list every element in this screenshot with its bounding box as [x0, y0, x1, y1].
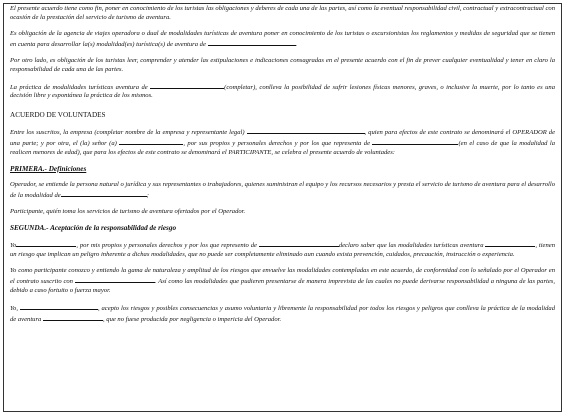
intro-paragraph: El presente acuerdo tiene como fin, poner en conocimiento de los turistas las obligaciones y deberes de cada una de las partes, así como la eventual responsabilidad civil, contractual y extracontractual con ocasión de la prestación del servicio de turismo de aventura.: [10, 5, 555, 21]
tourist-obligation-paragraph: Por otro lado, es obligación de los turistas leer, comprender y atender las estipulaciones e indicaciones consagradas en el presente acuerdo con el fin de prever cualquier eventualidad y tener en claro la responsabilidad de cada una de las partes.: [10, 56, 555, 73]
blank-field[interactable]: [259, 240, 339, 247]
blank-field[interactable]: [150, 82, 224, 89]
parties-paragraph: Entre los suscritos, la empresa (completar nombre de la empresa y representante legal) , quien para efectos de este contrato se denominará el OPERADOR de una parte; y por otra, el (la) señor (a) , por sus propios y personales derechos y por los que representa de (en el caso de que la modalidad la realicen menores de edad), que para los efectos de este contrato se denominará el PARTICIPANTE, se celebra el presente acuerdo de voluntades:: [10, 129, 556, 156]
blank-field[interactable]: [20, 303, 98, 310]
agency-obligation-paragraph: Es obligación de la agencia de viajes operadora o dual de modalidades turísticas de aventura poner en conocimiento de los turistas o excursionistas los reglamentos y medidas de seguridad que se tienen en cuenta para desarrollar la(s) modalidad(es) turística(s) de aventura de .: [10, 29, 555, 48]
blank-field[interactable]: [119, 138, 183, 145]
final-acceptance-paragraph: Yo, , acepto los riesgos y posibles consecuencias y asumo voluntaria y libremente la responsabilidad por todos los riesgos y peligros que conlleva la práctica de la modalidad de aventura , que no fuese producida por negligencia o impericia del Operador.: [10, 304, 555, 323]
blank-field[interactable]: [61, 190, 147, 197]
risk-acceptance-paragraph: Yo , por mis propios y personales derechos y por los que represento de declaro saber que las modalidades turísticas aventura , tienen un riesgo que implican un peligro inherente a dichas modalidades, que no puede ser completamente eliminado aun cuando exista prevención, cuidados, precaución, instrucción o experiencia.: [10, 242, 556, 259]
agreement-document: [3, 3, 562, 412]
risk-paragraph: La práctica de modalidades turísticas aventura de (completar), conlleva la posibilidad de sufrir lesiones físicas menores, graves, o inclusive la muerte, por lo tanto es una decisión libre y espontánea la práctica de los mismos.: [10, 83, 555, 100]
section-heading-acuerdo: ACUERDO DE VOLUNTADES: [10, 111, 106, 120]
blank-field[interactable]: [372, 138, 458, 145]
risk-understanding-paragraph: Yo como participante conozco y entiendo la gama de naturaleza y amplitud de los riesgos que envuelve las modalidades contempladas en este acuerdo, de conformidad con lo señalado por el Operador en el contrato suscrito con . Así como las modalidades que pudieren presentarse de manera imprevista de las cuales no puede derivarse responsabilidad a ninguna de las partes, debido a caso fortuito o fuerza mayor.: [10, 267, 555, 294]
section-heading-primera: PRIMERA.- Definiciones: [10, 164, 87, 173]
blank-field[interactable]: [485, 240, 535, 247]
blank-field[interactable]: [43, 314, 103, 321]
blank-field[interactable]: [16, 240, 76, 247]
blank-field[interactable]: [208, 39, 296, 46]
participant-definition-paragraph: Participante, quién toma los servicios de turismo de aventura ofertados por el Operador.: [10, 208, 246, 216]
blank-field[interactable]: [75, 276, 155, 283]
operator-definition-paragraph: Operador, se entiende la persona natural o jurídica y sus representantes o trabajadores, quienes suministran el equipo y los recursos necesarios y presta el servicio de turismo de aventura para el desarrollo de la modalidad de ;: [10, 181, 555, 199]
blank-field[interactable]: [247, 127, 365, 134]
section-heading-segunda: SEGUNDA.- Aceptación de la responsabilidad de riesgo: [10, 224, 177, 233]
